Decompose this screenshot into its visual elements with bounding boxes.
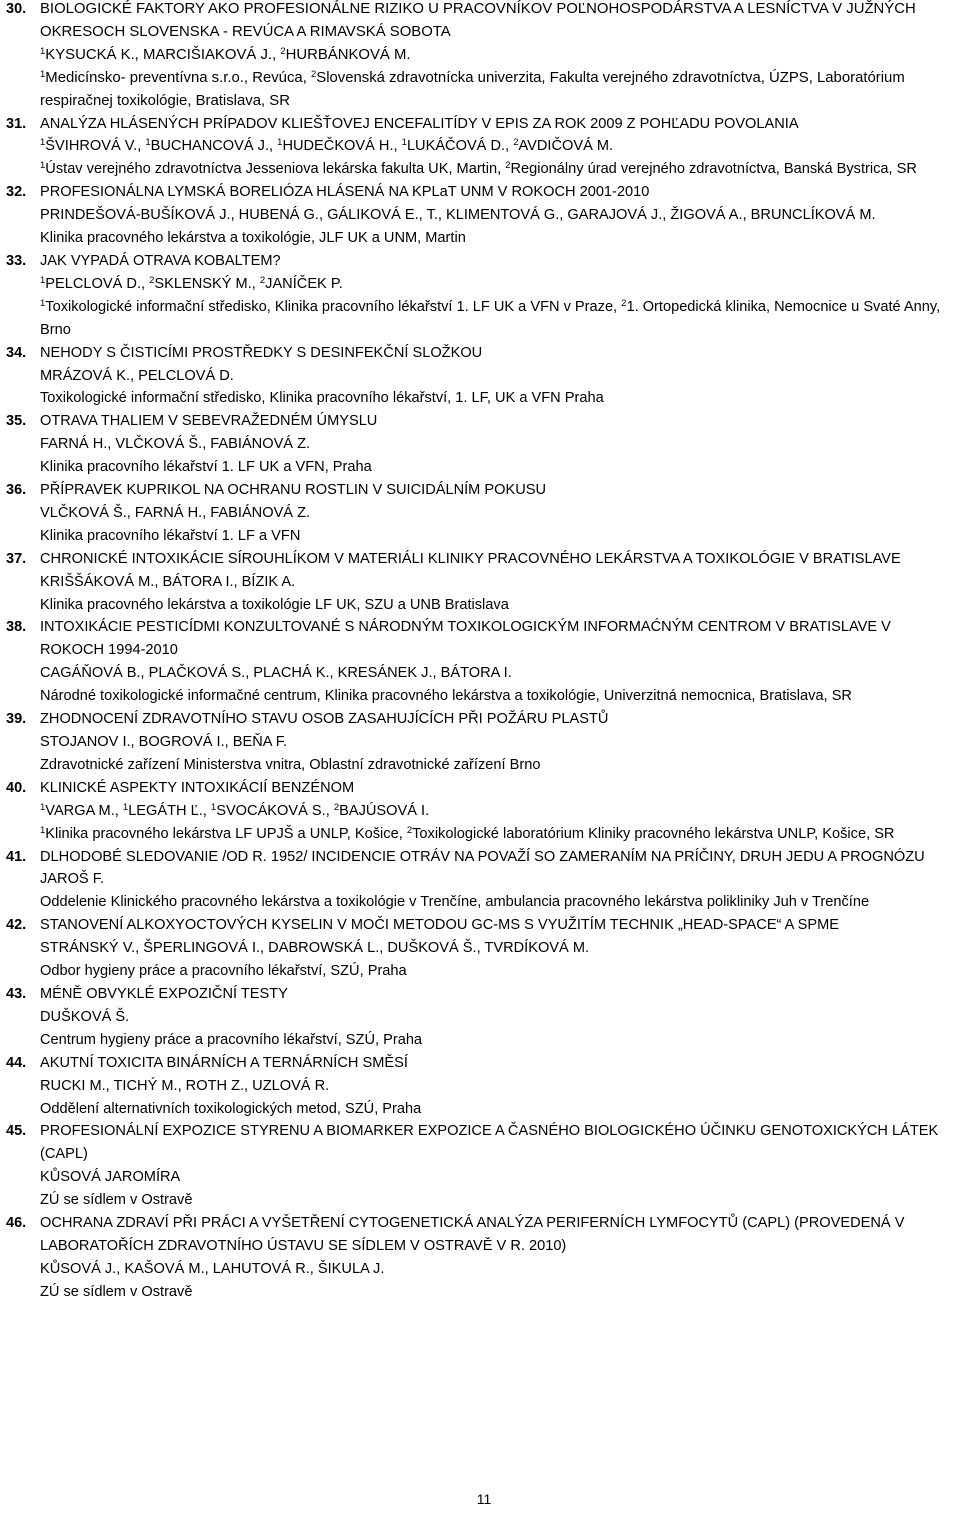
abstract-entry [0, 479, 958, 548]
entry-affiliation-text: Toxikologické laboratórium Kliniky pracovného lekárstva UNLP, Košice, SR [412, 825, 895, 842]
superscript-marker: 1 [40, 68, 46, 80]
superscript-marker: 2 [505, 160, 511, 172]
entry-title: NEHODY S ČISTICÍMI PROSTŘEDKY S DESINFEKČNÍ SLOŽKOU [40, 344, 483, 361]
entry-affiliation: Zdravotnické zařízení Ministerstva vnitra, Oblastní zdravotnické zařízení Brno [40, 756, 541, 773]
abstract-entry [0, 1120, 958, 1212]
entry-affiliation-text: Slovenská zdravotnícka univerzita, Fakulta verejného zdravotníctva, ÚZPS, Laboratórium respiračnej toxikológie, Bratislava, SR [40, 69, 905, 109]
superscript-marker: 1 [277, 137, 283, 149]
entry-title: ANALÝZA HLÁSENÝCH PRÍPADOV KLIEŠŤOVEJ ENCEFALITÍDY V EPIS ZA ROK 2009 Z POHĽADU POVOLANIA [40, 115, 799, 132]
entry-authors [40, 135, 958, 158]
entry-affiliation: Odbor hygieny práce a pracovního lékařství, SZÚ, Praha [40, 963, 407, 980]
entry-authors: JAROŠ F. [40, 871, 105, 888]
entry-affiliation-text: 1. Ortopedická klinika, Nemocnice u Svaté Anny, Brno [40, 298, 941, 338]
entry-title: OCHRANA ZDRAVÍ PŘI PRÁCI A VYŠETŘENÍ CYTOGENETICKÁ ANALÝZA PERIFERNÍCH LYMFOCYTŮ (CAPL) (PROVEDENÁ V LABORATOŘÍCH ZDRAVOTNÍHO ÚSTAVU SE SÍDLEM V OSTRAVĚ V R. 2010) [40, 1215, 905, 1254]
entry-authors: RUCKI M., TICHÝ M., ROTH Z., UZLOVÁ R. [40, 1077, 330, 1094]
abstract-entry [0, 1052, 958, 1121]
superscript-marker: 2 [310, 68, 317, 80]
abstract-entry [0, 548, 958, 617]
abstract-entry [0, 342, 958, 411]
entry-number: 42. [6, 917, 27, 934]
abstract-entry [0, 983, 958, 1052]
superscript-marker: 2 [621, 297, 627, 309]
superscript-marker: 1 [40, 274, 46, 286]
superscript-marker: 1 [40, 801, 46, 813]
superscript-marker: 1 [40, 297, 46, 309]
superscript-marker: 1 [40, 137, 46, 149]
entry-number: 41. [6, 848, 27, 865]
abstract-entry [0, 1212, 958, 1304]
abstract-entry [0, 846, 958, 915]
superscript-marker: 2 [259, 274, 266, 286]
abstract-entry [0, 181, 958, 250]
entry-authors-text: BAJÚSOVÁ I. [339, 802, 430, 819]
entry-authors-text: HURBÁNKOVÁ M. [285, 46, 411, 63]
entry-authors-text: KYSUCKÁ K., MARCIŠIAKOVÁ J., [45, 46, 281, 63]
entry-authors-text: BUCHANCOVÁ J., [150, 138, 278, 155]
entry-number: 37. [6, 550, 27, 567]
entry-number: 34. [6, 344, 27, 361]
superscript-marker: 1 [210, 801, 217, 813]
entry-authors [40, 800, 958, 823]
entry-affiliation: Klinika pracovného lekárstva a toxikológie, JLF UK a UNM, Martin [40, 230, 466, 247]
entry-authors: KRIŠŠÁKOVÁ M., BÁTORA I., BÍZIK A. [40, 573, 296, 590]
superscript-marker: 2 [513, 137, 519, 149]
superscript-marker: 1 [145, 137, 151, 149]
entry-authors-text: HUDEČKOVÁ H., [282, 138, 402, 155]
entry-authors: VLČKOVÁ Š., FARNÁ H., FABIÁNOVÁ Z. [40, 504, 311, 521]
abstract-entry [0, 777, 958, 846]
entry-title: PROFESIONÁLNA LYMSKÁ BORELIÓZA HLÁSENÁ NA KPLaT UNM V ROKOCH 2001-2010 [40, 184, 650, 201]
entry-title: PROFESIONÁLNÍ EXPOZICE STYRENU A BIOMARKER EXPOZICE A ČASNÉHO BIOLOGICKÉHO ÚČINKU GENOTOXICKÝCH LÁTEK (CAPL) [40, 1123, 939, 1163]
entry-affiliation-text: Toxikologické informační středisko, Klinika pracovního lékařství 1. LF UK a VFN v Praze, [45, 298, 622, 315]
entry-number: 40. [6, 779, 27, 796]
abstract-entry [0, 410, 958, 479]
entry-title: STANOVENÍ ALKOXYOCTOVÝCH KYSELIN V MOČI METODOU GC-MS S VYUŽITÍM TECHNIK „HEAD-SPACE“ A SPME [40, 917, 840, 934]
entry-affiliation-text: Ústav verejného zdravotníctva Jesseniova lekárska fakulta UK, Martin, [45, 161, 506, 178]
superscript-marker: 2 [280, 45, 286, 57]
entry-number: 39. [6, 711, 27, 728]
entry-number: 31. [6, 115, 27, 132]
entry-authors [40, 44, 958, 67]
entry-authors-text: VARGA M., [45, 802, 123, 819]
entry-title: OTRAVA THALIEM V SEBEVRAŽEDNÉM ÚMYSLU [40, 413, 378, 430]
entry-authors-text: ŠVIHROVÁ V., [45, 138, 146, 155]
entry-affiliation-text: Medicínsko- preventívna s.r.o., Revúca, [45, 69, 311, 86]
superscript-marker: 1 [122, 801, 129, 813]
entry-authors: MRÁZOVÁ K., PELCLOVÁ D. [40, 367, 234, 384]
abstract-entry [0, 708, 958, 777]
entry-authors-text: AVDIČOVÁ M. [518, 138, 614, 155]
entry-authors [40, 273, 958, 296]
entry-title: BIOLOGICKÉ FAKTORY AKO PROFESIONÁLNE RIZIKO U PRACOVNÍKOV POĽNOHOSPODÁRSTVA A LESNÍCTVA V JUŽNÝCH OKRESOCH SLOVENSKA - REVÚCA A RIMAVSKÁ SOBOTA [40, 1, 916, 40]
entry-affiliation: ZÚ se sídlem v Ostravě [40, 1283, 193, 1300]
entry-authors: KŮSOVÁ JAROMÍRA [40, 1169, 181, 1186]
entry-number: 45. [6, 1123, 27, 1140]
entry-authors: STRÁNSKÝ V., ŠPERLINGOVÁ I., DABROWSKÁ L., DUŠKOVÁ Š., TVRDÍKOVÁ M. [40, 940, 590, 957]
entry-title: JAK VYPADÁ OTRAVA KOBALTEM? [40, 252, 281, 269]
entry-authors: KŮSOVÁ J., KAŠOVÁ M., LAHUTOVÁ R., ŠIKULA J. [40, 1260, 385, 1277]
entry-number: 38. [6, 619, 27, 636]
entry-authors-text: LEGÁTH Ľ., [128, 802, 211, 819]
entry-affiliation-text: Klinika pracovného lekárstva LF UPJŠ a UNLP, Košice, [45, 825, 407, 842]
entry-authors: STOJANOV I., BOGROVÁ I., BEŇA F. [40, 734, 288, 750]
entry-number: 35. [6, 413, 27, 430]
entry-title: MÉNĚ OBVYKLÉ EXPOZIČNÍ TESTY [40, 985, 288, 1002]
entry-title: DLHODOBÉ SLEDOVANIE /OD R. 1952/ INCIDENCIE OTRÁV NA POVAŽÍ SO ZAMERANÍM NA PRÍČINY, DRUH JEDU A PROGNÓZU [40, 848, 925, 865]
entry-affiliation-text: Regionálny úrad verejného zdravotníctva, Banská Bystrica, SR [510, 161, 917, 178]
entry-title: CHRONICKÉ INTOXIKÁCIE SÍROUHLÍKOM V MATERIÁLI KLINIKY PRACOVNÉHO LEKÁRSTVA A TOXIKOLÓGIE V BRATISLAVE [40, 550, 901, 567]
entry-authors-text: SKLENSKÝ M., [154, 275, 260, 292]
entry-authors-text: LUKÁČOVÁ D., [406, 138, 514, 155]
entry-affiliation [40, 67, 958, 113]
superscript-marker: 2 [333, 801, 340, 813]
entry-title: AKUTNÍ TOXICITA BINÁRNÍCH A TERNÁRNÍCH SMĚSÍ [40, 1054, 408, 1071]
entry-authors: DUŠKOVÁ Š. [40, 1008, 130, 1025]
entry-number: 43. [6, 985, 27, 1002]
entry-affiliation: Klinika pracovního lékařství 1. LF a VFN [40, 527, 301, 544]
entry-authors-text: PELCLOVÁ D., [45, 275, 150, 292]
entry-affiliation: Oddělení alternativních toxikologických metod, SZÚ, Praha [40, 1100, 422, 1117]
abstract-entry [0, 113, 958, 182]
superscript-marker: 1 [40, 160, 46, 172]
superscript-marker: 2 [149, 274, 155, 286]
entry-number: 30. [6, 1, 27, 17]
superscript-marker: 2 [406, 824, 413, 836]
entry-affiliation: Národné toxikologické informačné centrum, Klinika pracovného lekárstva a toxikológie, Univerzitná nemocnica, Bratislava, SR [40, 688, 852, 705]
entry-affiliation: Klinika pracovného lekárstva a toxikológie LF UK, SZU a UNB Bratislava [40, 596, 509, 613]
entry-affiliation [40, 296, 958, 342]
abstract-entry [0, 250, 958, 342]
abstract-entry [0, 0, 958, 113]
entry-number: 32. [6, 184, 27, 201]
entry-affiliation: Klinika pracovního lékařství 1. LF UK a VFN, Praha [40, 459, 372, 476]
superscript-marker: 1 [401, 137, 407, 149]
entry-affiliation [40, 158, 958, 181]
page-number: 11 [476, 1491, 492, 1507]
entry-authors-text: JANÍČEK P. [265, 275, 343, 292]
entry-number: 46. [6, 1215, 27, 1232]
superscript-marker: 1 [40, 824, 46, 836]
entry-number: 33. [6, 252, 27, 269]
abstract-entry [0, 616, 958, 708]
entry-number: 36. [6, 482, 27, 499]
entry-title: ZHODNOCENÍ ZDRAVOTNÍHO STAVU OSOB ZASAHUJÍCÍCH PŘI POŽÁRU PLASTŮ [40, 711, 609, 728]
entry-affiliation: Toxikologické informační středisko, Klinika pracovního lékařství, 1. LF, UK a VFN Praha [40, 390, 604, 407]
entry-title: INTOXIKÁCIE PESTICÍDMI KONZULTOVANÉ S NÁRODNÝM TOXIKOLOGICKÝM INFORMAĆNÝM CENTROM V BRATISLAVE V ROKOCH 1994-2010 [40, 619, 891, 659]
entry-authors-text: SVOCÁKOVÁ S., [216, 802, 334, 819]
entry-affiliation: ZÚ se sídlem v Ostravě [40, 1192, 193, 1209]
entry-authors: CAGÁŇOVÁ B., PLAČKOVÁ S., PLACHÁ K., KRESÁNEK J., BÁTORA I. [40, 665, 512, 682]
entry-affiliation [40, 823, 958, 846]
entry-title: KLINICKÉ ASPEKTY INTOXIKÁCIÍ BENZÉNOM [40, 779, 355, 796]
entry-number: 44. [6, 1054, 27, 1071]
entry-title: PŘÍPRAVEK KUPRIKOL NA OCHRANU ROSTLIN V SUICIDÁLNÍM POKUSU [40, 482, 547, 499]
entry-authors: PRINDEŠOVÁ-BUŠÍKOVÁ J., HUBENÁ G., GÁLIKOVÁ E., T., KLIMENTOVÁ G., GARAJOVÁ J., ŽIGOVÁ A., BRUNCLÍKOVÁ M. [40, 207, 876, 224]
entry-affiliation: Centrum hygieny práce a pracovního lékařství, SZÚ, Praha [40, 1031, 423, 1048]
entry-affiliation: Oddelenie Klinického pracovného lekárstva a toxikológie v Trenčíne, ambulancia pracovného lekárstva polikliniky Juh v Trenčíne [40, 894, 870, 911]
superscript-marker: 1 [40, 45, 46, 57]
entry-authors: FARNÁ H., VLČKOVÁ Š., FABIÁNOVÁ Z. [40, 436, 311, 453]
abstract-entry [0, 914, 958, 983]
